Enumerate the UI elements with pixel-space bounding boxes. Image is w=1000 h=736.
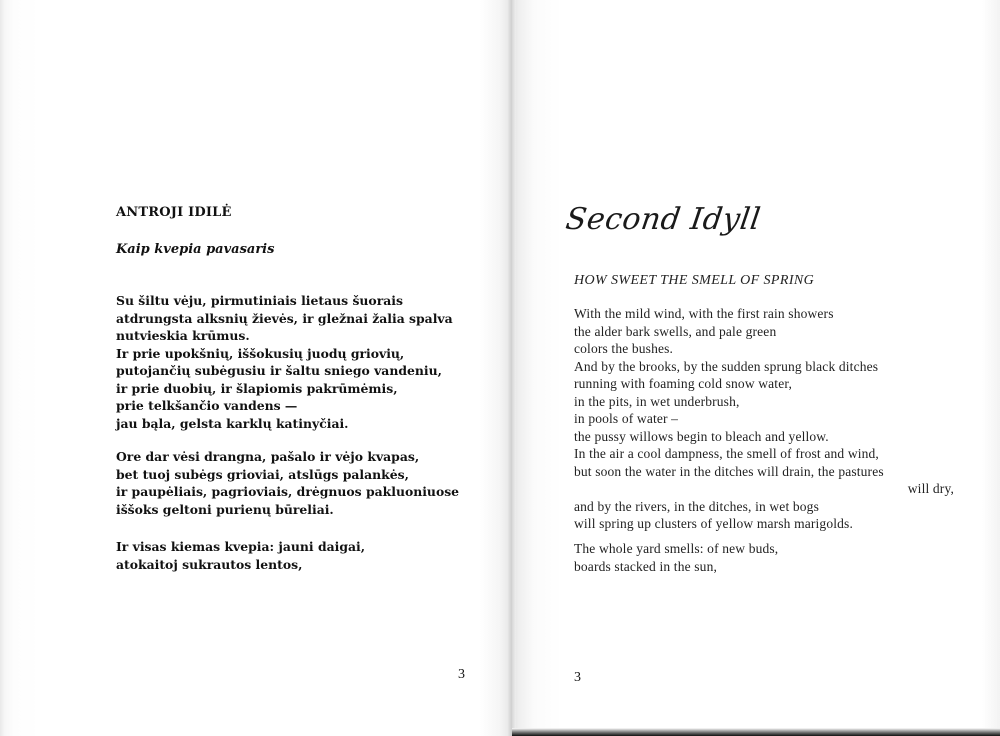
poem-line: ir paupėliais, pagrioviais, drėgnuos pakluoniuose: [116, 484, 460, 499]
right-page-title: Second Idyll: [563, 202, 763, 237]
poem-line: jau bąla, gelsta karklų katinyčiai.: [116, 415, 349, 431]
left-page-heading: ANTROJI IDILĖ: [116, 205, 232, 220]
right-page-number: 3: [574, 670, 581, 685]
poem-line: iššoks geltoni purienų būreliai.: [116, 501, 334, 517]
poem-line: in the pits, in wet underbrush,: [574, 393, 740, 409]
right-stanza-3: [574, 540, 964, 575]
poem-line: putojančių subėgusiu ir šaltu sniego vandeniu,: [116, 363, 442, 378]
poem-line: Ore dar vėsi drangna, pašalo ir vėjo kvapas,: [116, 449, 420, 464]
left-stanza-1: [116, 292, 453, 432]
left-page-number: 3: [458, 667, 465, 682]
right-stanza-1: [574, 305, 964, 445]
poem-line: nutvieskia krūmus.: [116, 328, 250, 343]
poem-line: The whole yard smells: of new buds,: [574, 541, 779, 556]
poem-line: colors the bushes.: [574, 341, 674, 356]
left-stanza-3: [116, 538, 446, 573]
poem-line: And by the brooks, by the sudden sprung black ditches: [574, 358, 879, 374]
right-page-subtitle: HOW SWEET THE SMELL OF SPRING: [574, 273, 815, 288]
left-page-subtitle: Kaip kvepia pavasaris: [116, 242, 275, 257]
poem-line: the alder bark swells, and pale green: [574, 323, 777, 339]
poem-line: bet tuoj subėgs grioviai, atslūgs palankės,: [116, 466, 409, 482]
poem-line-continuation: will dry,: [907, 481, 954, 496]
poem-line: will spring up clusters of yellow marsh marigolds.: [574, 516, 853, 531]
poem-line: and by the rivers, in the ditches, in wet bogs: [574, 498, 819, 514]
poem-line: ir prie duobių, ir šlapiomis pakrūmėmis,: [116, 380, 398, 396]
poem-line: but soon the water in the ditches will drain, the pastures: [574, 463, 884, 479]
poem-line: prie telkšančio vandens —: [116, 398, 298, 413]
poem-line: Ir prie upokšnių, iššokusių juodų griovių,: [116, 345, 405, 361]
poem-line: in pools of water –: [574, 411, 679, 426]
poem-line: atdrungsta alksnių žievės, ir gležnai žalia spalva: [116, 310, 453, 326]
poem-line: Su šiltu vėju, pirmutiniais lietaus šuorais: [116, 293, 403, 308]
poem-line: With the mild wind, with the first rain showers: [574, 306, 834, 321]
poem-line: Ir visas kiemas kvepia: jauni daigai,: [116, 539, 366, 554]
left-stanza-2: [116, 448, 460, 518]
poem-line: atokaitoj sukrautos lentos,: [116, 556, 303, 572]
poem-line: the pussy willows begin to bleach and yellow.: [574, 428, 829, 444]
poem-line: In the air a cool dampness, the smell of frost and wind,: [574, 446, 879, 461]
book-gutter: [508, 0, 516, 736]
poem-line: running with foaming cold snow water,: [574, 376, 792, 391]
right-stanza-2: [574, 445, 964, 533]
poem-line: boards stacked in the sun,: [574, 558, 717, 574]
page-bottom-edge-shadow: [512, 728, 1000, 736]
